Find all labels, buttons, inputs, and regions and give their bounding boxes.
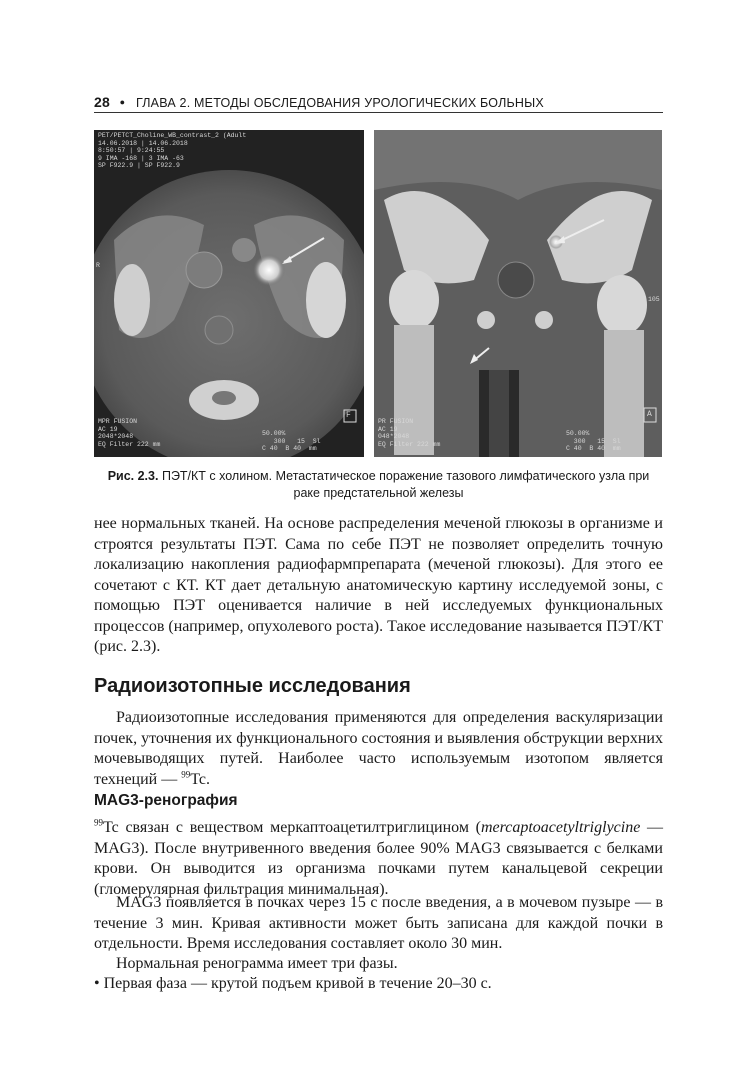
isotope-mass-number: 99 bbox=[181, 769, 191, 780]
subsection-heading: MAG3-ренография bbox=[94, 792, 238, 809]
pet-ct-coronal-image bbox=[374, 130, 662, 457]
paragraph-mag3-end: — MAG3). После внутривенного введения более 90% MAG3 связывается с белками крови. Он выводится из организма почками путем канальцевой секреции (гломерулярная фильтрация минимальная). bbox=[94, 819, 663, 898]
coronal-scan-drawing bbox=[374, 130, 662, 457]
scan-footer-overlay-left: MPR FUSION AC 19 2048*2048 EQ Filter 222 mm bbox=[98, 418, 161, 448]
paragraph-radioisotope bbox=[94, 708, 663, 790]
section-heading: Радиоизотопные исследования bbox=[94, 675, 411, 697]
isotope-symbol: Tc. bbox=[190, 770, 210, 788]
orientation-marker-f: F bbox=[346, 411, 351, 420]
scan-footer-overlay-right: 50.00% 300 15 Sl C 40 B 40 mm bbox=[262, 430, 321, 452]
scan-footer-overlay-left: PR FUSION AC 19 048*2048 EQ Filter 222 mm bbox=[378, 418, 441, 448]
paragraph-mag3-start: Tc связан с веществом меркаптоацетилтриглицином ( bbox=[103, 819, 481, 836]
paragraph-pet-ct: нее нормальных тканей. На основе распределения меченой глюкозы в организме и строятся результаты ПЭТ. Сама по себе ПЭТ не позволяет определить точную локализацию накопления радиофармпрепарата (меченой глюкозы). Для этого ее сочетают с КТ. КТ дает детальную анатомическую картину исследуемой зоны, с помощью ПЭТ оценивается наличие в ней исследуемых функциональных процессов (например, опухолевого роста). Такое исследование называется ПЭТ/КТ (рис. 2.3). bbox=[94, 515, 663, 655]
pet-ct-axial-image bbox=[94, 130, 364, 457]
figure-caption bbox=[94, 468, 663, 502]
axial-scan-drawing bbox=[94, 130, 364, 457]
side-marker-left: R bbox=[96, 262, 100, 269]
page-number: 28 bbox=[94, 94, 110, 110]
paragraph-mag3-italic: mercaptoacetyltriglycine bbox=[480, 819, 641, 836]
orientation-marker-a: A bbox=[647, 410, 652, 419]
side-number-right: 105 bbox=[648, 296, 660, 303]
header-bullet: ● bbox=[119, 97, 126, 107]
paragraph-mag3 bbox=[94, 818, 663, 900]
isotope-mass-number: 99 bbox=[94, 817, 103, 828]
list-item-first-phase: • Первая фаза — крутой подъем кривой в течение 20–30 с. bbox=[94, 975, 492, 992]
header-rule bbox=[94, 112, 663, 113]
chapter-title: ГЛАВА 2. МЕТОДЫ ОБСЛЕДОВАНИЯ УРОЛОГИЧЕСКИХ БОЛЬНЫХ bbox=[136, 96, 544, 110]
paragraph-radioisotope-text: Радиоизотопные исследования применяются для определения васкуляризации почек, уточнения их функционального состояния и выявления обструкции верхних мочевыводящих путей. Наиболее часто используемым изотопом является технеций — bbox=[94, 709, 663, 788]
scan-footer-overlay-right: 50.00% 300 15 Sl C 40 B 40 mm bbox=[566, 430, 621, 452]
caption-text: ПЭТ/КТ с холином. Метастатическое поражение тазового лимфатического узла при раке предстательной железы bbox=[161, 469, 650, 500]
scan-header-overlay: PET/PETCT_Choline_WB_contrast_2 (Adult 14.06.2018 | 14.06.2018 8:50:57 | 9:24:55 9 IMA -168 | 3 IMA -63 SP F922.9 | SP F922.9 bbox=[98, 132, 247, 169]
paragraph-renogram-phases: Нормальная ренограмма имеет три фазы. bbox=[116, 955, 398, 972]
running-header bbox=[94, 94, 663, 110]
paragraph-mag3-timing: MAG3 появляется в почках через 15 с после введения, а в мочевом пузыре — в течение 3 мин. Кривая активности может быть записана для каждой почки в отдельности. Время исследования составляет около 30 мин. bbox=[94, 894, 663, 952]
caption-label: Рис. 2.3. bbox=[107, 469, 159, 483]
